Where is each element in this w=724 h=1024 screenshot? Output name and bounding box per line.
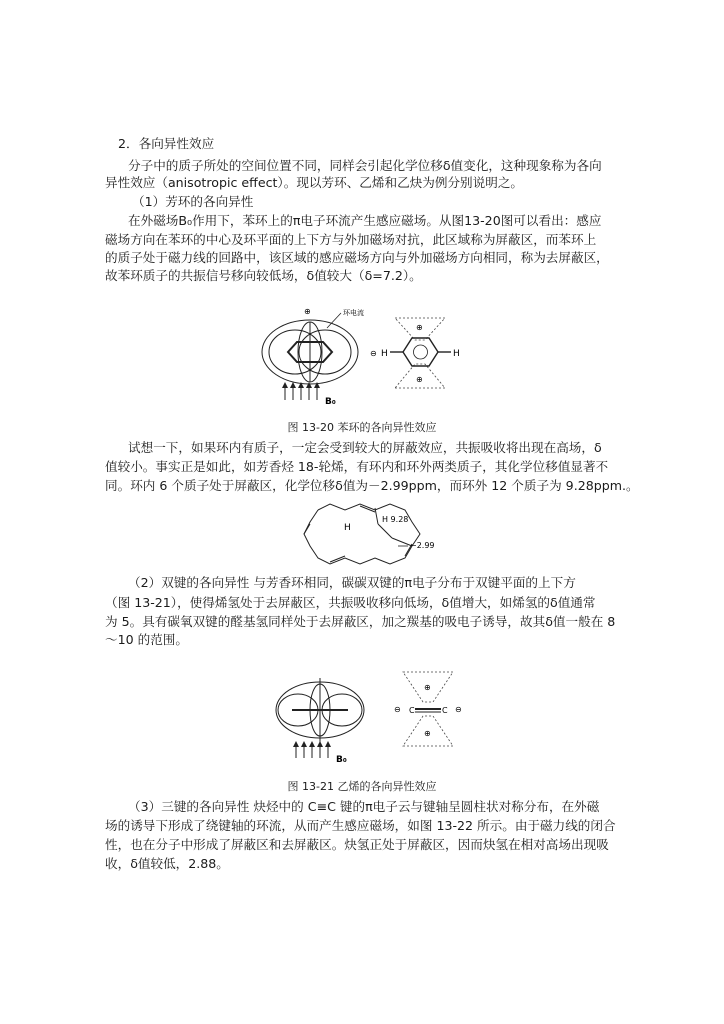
h-left-label: H bbox=[381, 349, 388, 359]
field-line-left-loop bbox=[269, 330, 321, 374]
paragraph-2-line-3: 的质子处于磁力线的回路中，该区域的感应磁场方向与外加磁场方向相同，称为去屏蔽区， bbox=[105, 250, 609, 265]
outer-h-label: H 9.28 bbox=[382, 515, 409, 524]
ethylene-plus-top: ⊕ bbox=[424, 683, 431, 692]
paragraph-2-line-4: 故苯环质子的共振信号移向较低场，δ值较大（δ=7.2）。 bbox=[105, 268, 422, 283]
ethylene-b0-label: B₀ bbox=[336, 755, 347, 765]
paragraph-1-line-1: 分子中的质子所处的空间位置不同，同样会引起化学位移δ值变化，这种现象称为各向 bbox=[128, 158, 602, 173]
paragraph-4-line-2: （图 13-21），使得烯氢处于去屏蔽区，共振吸收移向低场，δ值增大，如烯氢的δ值通常 bbox=[105, 595, 596, 610]
annulene-structure bbox=[300, 500, 440, 568]
section-heading: 2．各向异性效应 bbox=[118, 136, 215, 151]
paragraph-1-line-2: 异性效应（anisotropic effect）。现以芳环、乙烯和乙炔为例分别说明之。 bbox=[105, 175, 524, 190]
minus-left: ⊖ bbox=[370, 349, 377, 358]
paragraph-5-line-3: 性，也在分子中形成了屏蔽区和去屏蔽区。炔氢正处于屏蔽区，因而炔氢在相对高场出现吸 bbox=[105, 837, 609, 852]
paragraph-4-line-3: 为 5。具有碳氧双键的醛基氢同样处于去屏蔽区，加之羰基的吸电子诱导，故其δ值一般在 8 bbox=[105, 614, 616, 629]
paragraph-2-line-1: 在外磁场B₀作用下，苯环上的π电子环流产生感应磁场。从图13-20图可以看出：感应 bbox=[128, 213, 602, 228]
h-right-label: H bbox=[453, 349, 460, 359]
paragraph-3-line-3: 同。环内 6 个质子处于屏蔽区，化学位移δ值为－2.99ppm，而环外 12 个质子为 9.28ppm.。 bbox=[105, 478, 639, 493]
subheading-aromatic: （1）芳环的各向异性 bbox=[132, 194, 254, 209]
paragraph-5-line-4: 收，δ值较低，2.88。 bbox=[105, 856, 229, 871]
benzene-anisotropy-figure bbox=[255, 300, 470, 410]
inner-h-label: H bbox=[344, 523, 351, 533]
ring-current-label: 环电流 bbox=[343, 309, 364, 317]
ethylene-minus-left: ⊖ bbox=[394, 705, 401, 714]
b0-label: B₀ bbox=[325, 397, 336, 407]
paragraph-5-line-1: （3）三键的各向异性 炔烃中的 C≡C 键的π电子云与键轴呈圆柱状对称分布，在外磁 bbox=[128, 799, 600, 814]
ethylene-anisotropy-figure bbox=[268, 660, 468, 768]
field-line-right-loop bbox=[299, 330, 351, 374]
inner-shift-label: −2.99 bbox=[410, 541, 435, 550]
paragraph-3-line-2: 值较小。事实正是如此，如芳香烃 18-轮烯，有环内和环外两类质子，其化学位移值显著不 bbox=[105, 459, 609, 474]
paragraph-5-line-2: 场的诱导下形成了绕键轴的环流，从而产生感应磁场，如图 13-22 所示。由于磁力线的闭合 bbox=[105, 818, 616, 833]
plus-bottom-right: ⊕ bbox=[416, 375, 423, 384]
plus-top-right: ⊕ bbox=[416, 323, 423, 332]
plus-top: ⊕ bbox=[304, 307, 311, 316]
figure-13-21-caption: 图 13-21 乙烯的各向异性效应 bbox=[287, 780, 437, 793]
paragraph-3-line-1: 试想一下，如果环内有质子，一定会受到较大的屏蔽效应，共振吸收将出现在高场，δ bbox=[128, 440, 602, 455]
ethylene-minus-right: ⊖ bbox=[455, 705, 462, 714]
figure-13-20-caption: 图 13-20 苯环的各向异性效应 bbox=[287, 421, 437, 434]
carbon-left-label: C bbox=[409, 706, 415, 715]
benzene-ring-top-view bbox=[403, 338, 438, 366]
carbon-right-label: C bbox=[442, 706, 448, 715]
paragraph-4-line-4: ～10 的范围。 bbox=[105, 632, 188, 647]
paragraph-2-line-2: 磁场方向在苯环的中心及环平面的上下方与外加磁场对抗，此区域称为屏蔽区，而苯环上 bbox=[105, 232, 597, 247]
ethylene-plus-bottom: ⊕ bbox=[424, 729, 431, 738]
paragraph-4-line-1: （2）双键的各向异性 与芳香环相同，碳碳双键的π电子分布于双键平面的上下方 bbox=[128, 575, 576, 590]
